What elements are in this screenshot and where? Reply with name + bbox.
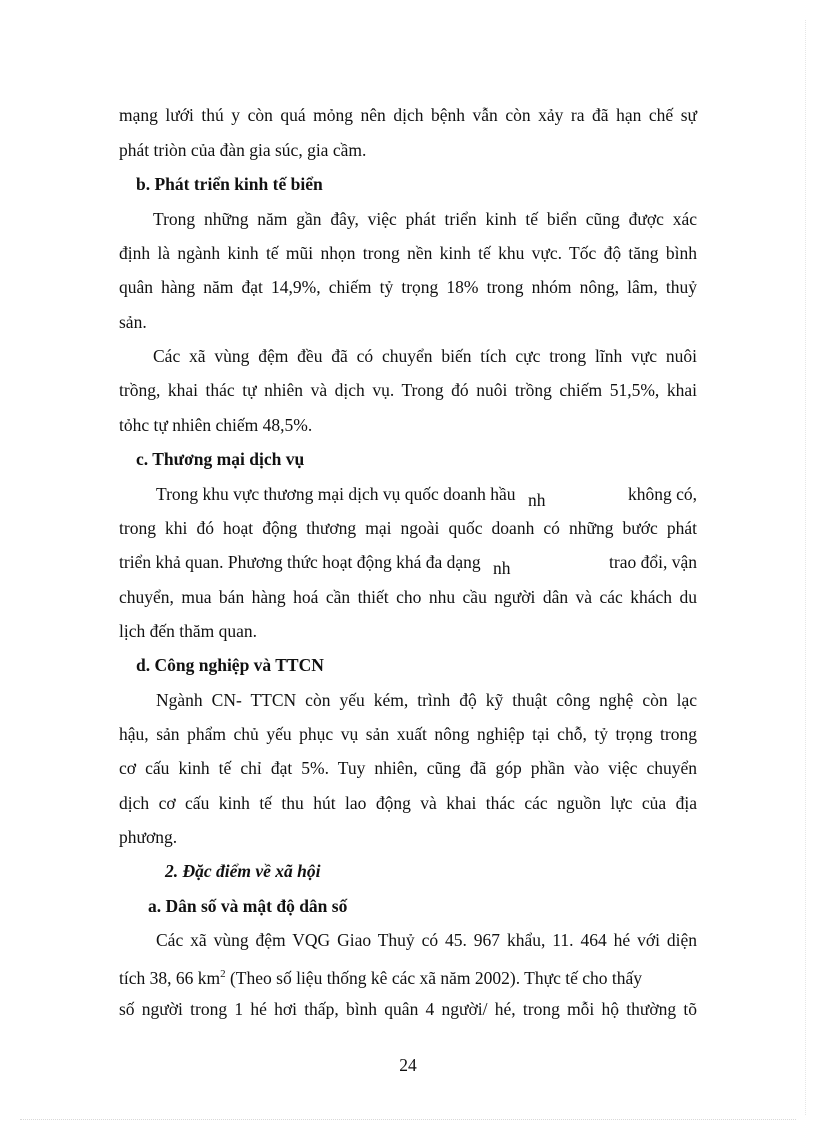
text-line: hậu, sản phẩm chủ yếu phục vụ sản xuất nông nghiệp tại chỗ, tỷ trọng trong <box>119 724 697 744</box>
subscript-fragment: nh <box>527 490 546 510</box>
text-line: Các xã vùng đệm đều đã có chuyển biến tích cực trong lĩnh vực nuôi <box>153 346 697 366</box>
section-heading-d: d. Công nghiệp và TTCN <box>136 655 324 675</box>
text-line: Các xã vùng đệm VQG Giao Thuỷ có 45. 967 khẩu, 11. 464 hé với diện <box>156 930 697 950</box>
superscript-fragment: 2 <box>220 968 226 980</box>
text-line: chuyển, mua bán hàng hoá cần thiết cho nhu cầu người dân và các khách du <box>119 587 697 607</box>
text-line: tỏhc tự nhiên chiếm 48,5%. <box>119 415 313 435</box>
text-line: trồng, khai thác tự nhiên và dịch vụ. Trong đó nuôi trồng chiếm 51,5%, khai <box>119 380 697 400</box>
section-heading-a: a. Dân số và mật độ dân số <box>148 896 348 916</box>
text-line: cơ cấu kinh tế chỉ đạt 5%. Tuy nhiên, cũng đã góp phần vào việc chuyển <box>119 758 697 778</box>
text-line: dịch cơ cấu kinh tế thu hút lao động và khai thác các nguồn lực của địa <box>119 793 697 813</box>
text-fragment: trao đổi, vận <box>609 552 697 572</box>
text-line: sản. <box>119 312 147 332</box>
text-fragment: không có, <box>627 484 697 504</box>
section-heading-c: c. Thương mại dịch vụ <box>136 449 305 469</box>
text-line: mạng lưới thú y còn quá mỏng nên dịch bệnh vẫn còn xảy ra đã hạn chế sự <box>119 105 697 125</box>
section-heading-b: b. Phát triển kinh tế biển <box>136 174 323 194</box>
text-line: số người trong 1 hé hơi thấp, bình quân 4 người/ hé, trong mỗi hộ thường tõ <box>119 999 697 1019</box>
text-line: quân hàng năm đạt 14,9%, chiếm tỷ trọng 18% trong nhóm nông, lâm, thuỷ <box>119 277 697 297</box>
page-number: 24 <box>399 1055 417 1075</box>
text-line: Trong những năm gần đây, việc phát triển kinh tế biển cũng được xác <box>153 209 697 229</box>
text-line <box>119 551 697 578</box>
text-fragment: triển khả quan. Phương thức hoạt động khá đa dạng <box>119 552 481 572</box>
page-border-bottom <box>20 1119 796 1120</box>
text-fragment: tích 38, 66 km <box>119 967 221 988</box>
text-line: trong khi đó hoạt động thương mại ngoài quốc doanh có những bước phát <box>119 518 697 538</box>
text-line: lịch đến thăm quan. <box>119 621 258 641</box>
page-border-right <box>805 20 806 1115</box>
text-fragment: Trong khu vực thương mại dịch vụ quốc doanh hầu <box>156 484 516 504</box>
text-line <box>119 963 697 989</box>
text-line <box>156 483 697 510</box>
text-line: phương. <box>119 827 178 847</box>
text-line: phát triòn của đàn gia súc, gia cầm. <box>119 140 367 160</box>
subscript-fragment: nh <box>493 558 511 578</box>
text-line: định là ngành kinh tế mũi nhọn trong nền kinh tế khu vực. Tốc độ tăng bình <box>119 243 697 263</box>
text-fragment: (Theo số liệu thống kê các xã năm 2002). Thực tế cho thấy <box>225 967 643 988</box>
section-heading-2: 2. Đặc điểm về xã hội <box>165 861 321 881</box>
text-line: Ngành CN- TTCN còn yếu kém, trình độ kỹ thuật công nghệ còn lạc <box>156 690 697 710</box>
